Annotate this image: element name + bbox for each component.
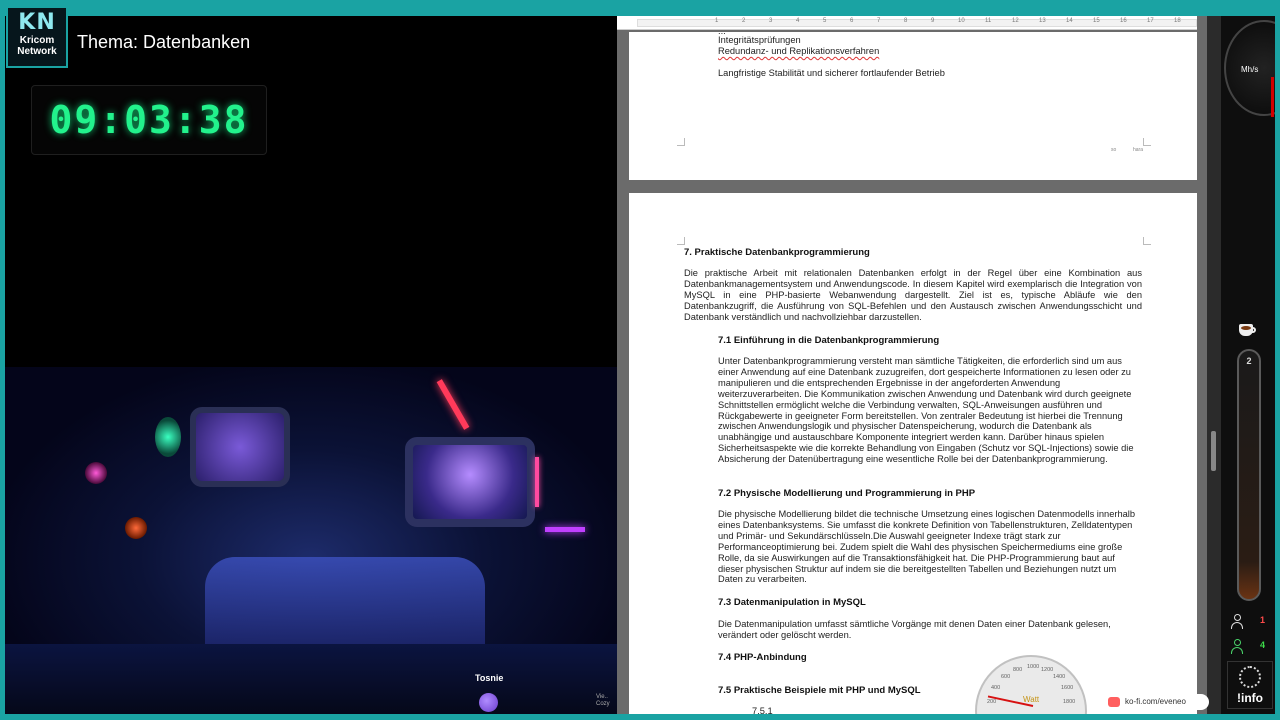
hashrate-speedometer bbox=[1224, 20, 1280, 116]
paragraph-7-1: Unter Datenbankprogrammierung versteht man sämtliche Tätigkeiten, die erforderlich sind um aus einer Anwendung auf eine Datenbank zuzugreifen, dort gespeicherte Informationen zu lesen oder zu manipulieren und die entsprechenden Ergebnisse in der angeforderten Anwendung weiterzuverarbeiten. Die Kommunikation zwischen Anwendung und Datenbank wird durch geeignete Schnittstellen ermöglicht welche die Verbindung verwalten, SQL-Anweisungen ausführen und Rückgabewerte in geeigneter Form bereitstellen. Von zentraler Bedeutung ist hierbei die Trennung zwischen Anwendungslogik und physischer Datenspeicherung, wodurch die Datenbank als unabhängige und austauschbare Komponente integriert werden kann. Darüber hinaus spielen Sicherheitsaspekte wie die korrekte Behandlung von Eingaben (Schutz vor SQL-Injections) sowie die Absicherung der Datenübertragung eine wesentliche Rolle bei der Datenbankprogrammierung. bbox=[718, 356, 1134, 465]
page1-line-redundancy bbox=[718, 46, 879, 57]
scene-lamp-red bbox=[125, 517, 147, 539]
gauge-tick-1600: 1600 bbox=[1061, 685, 1074, 691]
speed-redline bbox=[1271, 77, 1274, 117]
ruler-number: 9 bbox=[931, 18, 935, 24]
page1-text-partial: ... bbox=[718, 26, 726, 36]
viewer-count-value: 1 bbox=[1260, 615, 1266, 625]
document-page-1[interactable] bbox=[629, 26, 1197, 180]
chatter-count-value: 4 bbox=[1260, 640, 1266, 650]
timer-value: 09:03:38 bbox=[49, 98, 249, 142]
ruler-number: 12 bbox=[1012, 18, 1019, 24]
stream-topic: Thema: Datenbanken bbox=[77, 32, 251, 52]
gauge-tick-600: 600 bbox=[1001, 674, 1011, 680]
ruler-number: 7 bbox=[877, 18, 881, 24]
scene-lamp-pink bbox=[85, 462, 107, 484]
page1-footer-right: hara bbox=[1133, 147, 1144, 153]
scene-window-left bbox=[190, 407, 290, 487]
heading-7: 7. Praktische Datenbankprogrammierung bbox=[684, 247, 870, 258]
gauge-tick-1400: 1400 bbox=[1053, 674, 1066, 680]
margin-corner-tl bbox=[677, 237, 685, 245]
gauge-tick-200: 200 bbox=[987, 699, 997, 705]
watermark-line2: Cozy bbox=[596, 701, 610, 707]
viewer-name: Tosnie bbox=[475, 673, 504, 683]
paragraph-7-2: Die physische Modellierung bildet die technische Umsetzung eines logischen Datenmodells innerhalb eines Datenbanksystems. Sie umfasst die konkrete Definition von Tabellenstrukturen, Zelldatentypen und Primär- und Sekundärschlüsseln.Die Auswahl geeigneter Indexe trägt stark zur Performanceoptimierung bei. Zudem spielt die Wahl des physischen Speichermediums eine große Rolle, da sie Auswirkungen auf die Transaktionsfähigkeit hat. Die PHP-Programmierung baut auf dieser physischen Struktur auf indem sie die bereitgestellten Tabellen und Beziehungen nutzt um Daten zu verarbeiten. bbox=[718, 509, 1136, 585]
ruler-number: 18 bbox=[1174, 18, 1181, 24]
scene-lamp-teal bbox=[155, 417, 181, 457]
viewer-person-icon bbox=[1231, 614, 1243, 629]
ruler-number: 5 bbox=[823, 18, 827, 24]
stream-timer bbox=[31, 85, 267, 155]
page1-footer-left: so bbox=[1111, 147, 1117, 153]
ruler-number: 14 bbox=[1066, 18, 1073, 24]
margin-corner-bl bbox=[677, 138, 685, 146]
heading-7-3: 7.3 Datenmanipulation in MySQL bbox=[718, 597, 866, 608]
logo-line1: Kricom bbox=[19, 35, 55, 46]
logo-initials: KN bbox=[18, 10, 56, 35]
stream-sidebar bbox=[1221, 16, 1275, 714]
ruler-number: 11 bbox=[985, 18, 992, 24]
heading-7-1: 7.1 Einführung in die Datenbankprogrammierung bbox=[718, 335, 940, 346]
gauge-tick-1800: 1800 bbox=[1063, 699, 1076, 705]
page1-line-redundancy-text: Redundanz- und Replikationsverfahren bbox=[718, 46, 880, 56]
scene-floor bbox=[5, 644, 617, 714]
heading-7-2: 7.2 Physische Modellierung und Programmierung in PHP bbox=[718, 488, 976, 499]
horizontal-ruler[interactable] bbox=[617, 16, 1197, 30]
scene-neon-strip-2 bbox=[545, 527, 585, 532]
viewer-avatar bbox=[479, 693, 498, 712]
ruler-number: 4 bbox=[796, 18, 800, 24]
gauge-unit-label: Watt bbox=[1023, 695, 1040, 704]
scene-window-right bbox=[405, 437, 535, 527]
scene-watermark bbox=[596, 694, 610, 708]
gauge-tick-400: 400 bbox=[991, 685, 1001, 691]
coffee-liquid bbox=[1241, 326, 1251, 330]
ruler-number: 16 bbox=[1120, 18, 1127, 24]
cozy-room-scene bbox=[5, 367, 617, 714]
coffee-icon bbox=[1239, 322, 1257, 338]
ruler-number: 6 bbox=[850, 18, 854, 24]
ruler-number: 10 bbox=[958, 18, 965, 24]
frame-top-bar bbox=[0, 0, 1280, 16]
gauge-tick-1200: 1200 bbox=[1041, 667, 1054, 673]
kofi-link[interactable] bbox=[1103, 694, 1209, 710]
scrollbar-thumb[interactable] bbox=[1211, 431, 1216, 471]
ruler-number: 17 bbox=[1147, 18, 1154, 24]
page1-line-integrity: Integritätsprüfungen bbox=[718, 35, 801, 45]
kofi-cup-icon bbox=[1108, 697, 1120, 707]
gauge-tick-800: 800 bbox=[1013, 667, 1023, 673]
coffee-level-value: 2 bbox=[1246, 356, 1252, 366]
heading-7-5: 7.5 Praktische Beispiele mit PHP und MySQL bbox=[718, 685, 921, 696]
ruler-number: 13 bbox=[1039, 18, 1046, 24]
kricom-network-logo bbox=[6, 6, 68, 68]
scene-neon-strip bbox=[437, 379, 470, 430]
speed-unit: Mh/s bbox=[1241, 65, 1259, 74]
info-command-box bbox=[1227, 661, 1273, 709]
margin-corner-tr bbox=[1143, 237, 1151, 245]
margin-corner-br bbox=[1143, 138, 1151, 146]
info-command-label: !info bbox=[1237, 691, 1263, 705]
viewer-count bbox=[1227, 613, 1273, 631]
ruler-number: 1 bbox=[715, 18, 719, 24]
logo-line2: Network bbox=[17, 46, 57, 57]
paragraph-7: Die praktische Arbeit mit relationalen Datenbanken erfolgt in der Regel über eine Kombination aus Datenbankmanagementsystem und Anwendungscode. In diesem Kapitel wird exemplarisch die Integration von MySQL in eine PHP-basierte Webanwendung dargestellt. Ziel ist es, typische Abläufe wie den Datenbankzugriff, die Ausführung von SQL-Befehlen und den Austausch zwischen Anwendungsschicht und Datenbank verständlich und nachvollziehbar darzustellen. bbox=[684, 268, 1142, 322]
heading-7-5-1: 7.5.1 bbox=[752, 706, 773, 714]
ruler-number: 15 bbox=[1093, 18, 1100, 24]
page1-line-stability: Langfristige Stabilität und sicherer fortlaufender Betrieb bbox=[718, 68, 945, 78]
chatter-count bbox=[1227, 638, 1273, 656]
document-canvas[interactable] bbox=[617, 16, 1221, 714]
coffee-handle bbox=[1251, 327, 1256, 333]
watermark-line1: Vie.. bbox=[596, 694, 608, 700]
sparkle-icon bbox=[1239, 666, 1261, 688]
paragraph-7-3: Die Datenmanipulation umfasst sämtliche Vorgänge mit denen Daten einer Datenbank gelesen, verändert oder gelöscht werden. bbox=[718, 619, 1111, 640]
scene-bed bbox=[205, 557, 485, 657]
scene-neon-strip-3 bbox=[535, 457, 539, 507]
ruler-number: 8 bbox=[904, 18, 908, 24]
coffee-level-tube bbox=[1237, 349, 1261, 601]
kofi-text: ko-fi.com/eveneo bbox=[1125, 697, 1186, 706]
ruler-number: 3 bbox=[769, 18, 773, 24]
chatter-person-icon bbox=[1231, 639, 1243, 654]
heading-7-4: 7.4 PHP-Anbindung bbox=[718, 652, 807, 663]
vertical-scrollbar[interactable] bbox=[1207, 16, 1221, 714]
gauge-tick-1000: 1000 bbox=[1027, 664, 1040, 670]
document-page-2[interactable] bbox=[629, 193, 1197, 714]
ruler-number: 2 bbox=[742, 18, 746, 24]
